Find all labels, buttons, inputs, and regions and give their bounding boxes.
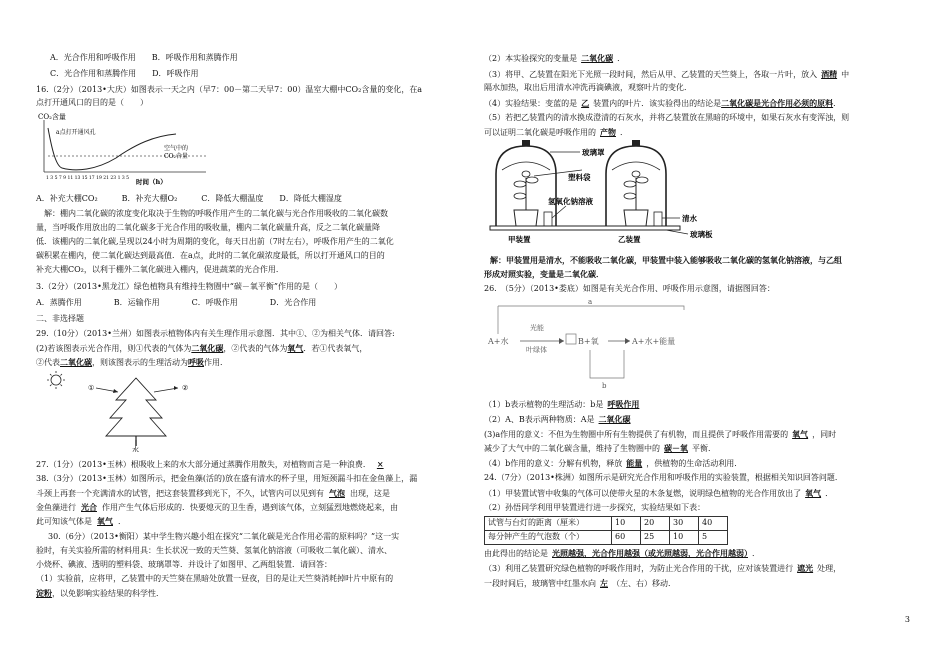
q30-3b: 隔水加热，取出后用清水冲洗再滴碘液，观察叶片的变化． [484,83,692,92]
fig16-note-a: a点打开通风孔 [56,129,96,136]
answer: 遮光 [797,563,814,573]
fig30-naoh-label: 氢氧化钠溶液 [548,197,593,206]
q30-line-5 [36,587,164,601]
q30-3 [484,68,849,82]
q30-2 [484,52,625,66]
answer: 淀粉 [36,588,52,598]
fig16-note-co2: CO₂含量 [164,153,188,160]
q38-line-3 [36,501,398,515]
text: （2）本实验探究的变量是 [484,54,578,63]
section-heading: 二、非选择题 [36,314,84,323]
co2-curve-figure [36,110,211,186]
tree-icon [106,378,166,436]
q30-5b [484,126,628,140]
q16-solution-1: 解：棚内二氧化碳的浓度变化取决于生物的呼吸作用产生的二氧化碳与光合作用吸收的二氧化碳数 [36,209,388,218]
text: 中 [841,70,850,79]
text: （1）甲装置试管中收集的气体可以使带火星的木条复燃，说明绿色植物的光合作用放出了 [484,489,802,498]
photo-resp-figure [484,300,724,392]
table-cell: 5 [699,530,728,544]
q24-3b [484,577,676,591]
answer: 产物 [600,127,616,137]
q26-3b [484,442,716,456]
fig16-ylabel: CO₂含量 [38,113,66,121]
answer: 呼吸作用 [607,399,640,409]
text: ． [752,549,760,558]
table-cell: 每分钟产生的气泡数（个） [485,530,612,544]
fig30-jia-label: 甲装置 [508,235,531,244]
text: ．若①代表氧气， [303,344,368,353]
q3-stem: 3.（2分）（2013•黑龙江）绿色植物具有维持生物圈中“碳－氧平衡”作用的是（ ） [36,282,342,291]
table-row [485,530,728,544]
text: 一段时间后，玻璃管中红墨水向 [484,579,596,588]
q16-solution-2: 量，当呼吸作用放出的二氧化碳多于光合作用的吸收量，棚内二氧化碳量升高，反之二氧化碳量降 [36,223,380,232]
plant-gas-svg [36,370,236,452]
answer: 二氧化碳 [581,53,614,63]
fig30-yi-label: 乙装置 [618,235,641,244]
answer: 左 [600,578,608,588]
text: 作用． [204,358,228,367]
fig30-water-label: 清水 [682,214,697,223]
q26-2 [484,413,635,427]
q30-line-4: （1）实验前，应将甲，乙装置中的天竺葵在黑暗处放置一昼夜，目的是让天竺葵消耗掉叶片中原有的 [36,574,394,583]
sun-icon [47,371,65,389]
text: ． [825,489,834,498]
table-cell: 10 [670,530,699,544]
q24-3 [484,562,841,576]
q38-line-2 [36,487,390,501]
fig26-right: A+水+能量 [632,337,676,346]
text: 处理， [817,564,842,573]
text: 此可知该气体是 [36,517,92,526]
q24-2: （2）孙悟同学利用甲装置进行进一步探究，实验结果如下表： [484,503,706,512]
answer: 二氧化碳 [598,414,631,424]
answer: 二氧化碳 [60,357,92,367]
text: ，则该图表示的生理活动为 [92,358,188,367]
q38-line-1: 38.（3分）（2013•玉林）如图所示，把金鱼藻(活的)放在盛有清水的杯子里，用短颈漏斗扣在金鱼藻上，漏 [36,474,418,483]
text: (3)a作用的意义：不但为生物圈中所有生物提供了有机物，而且提供了呼吸作用需要的 [484,430,789,439]
q16-stem-2: 点打开通风口的目的是（ ） [36,98,148,107]
q29-line-2 [36,356,228,370]
q29-line-1 [36,342,367,356]
table-cell: 60 [612,530,641,544]
text: ②代表 [36,358,60,367]
text: 金鱼藻进行 [36,503,76,512]
text: 斗颈上再套一个充满清水的试管，把这套装置移到光下，不久，试管内可以见到有 [36,489,324,498]
text: 作用产生气体后形成的．快要熄灭的卫生香，遇到该气体，立刻猛烈地燃烧起来，由 [102,503,398,512]
fig29-water: 水 [132,446,139,452]
q30-solution-1: 解：甲装置用是清水，不能吸收二氧化碳，甲装置中装入能够吸收二氧化碳的氢氧化钠溶液，与乙组 [490,255,842,265]
table-cell: 10 [612,517,641,531]
text: ． [833,99,842,108]
q30-5: （5）若把乙装置内的清水换成澄清的石灰水，并将乙装置放在黑暗的环境中，如果石灰水有变浑浊，则 [484,113,850,122]
photo-resp-svg [484,300,724,392]
q30-solution-2: 形成对照实验，变量是二氧化碳． [484,269,604,279]
q30-4 [484,97,841,111]
q27-line [36,458,390,472]
answer: 呼吸 [188,357,204,367]
fig30-plate-label: 玻璃板 [690,230,713,239]
fig30-bag-label: 塑料袋 [568,173,591,182]
text: 由此得出的结论是 [484,549,548,558]
q16-solution-5: 补充大棚CO₂，以利于棚外二氧化碳进入棚内，促进蔬菜的光合作用． [36,265,284,274]
fig29-circle-1: ① [88,384,95,392]
text: (2)若该图表示光合作用，则①代表的气体为 [36,344,192,353]
q16-solution-4: 碳积累在棚内，使二氧化碳达到最高值．在a点，此时的二氧化碳浓度最低，所以打开通风口的目的 [36,251,385,260]
text: ，同时 [812,430,837,439]
text: ，②代表的气体为 [223,344,288,353]
text: 平衡． [692,444,716,453]
q16-stem: 16.（2分）（2013•大庆）如图表示一天之内（早7：00－第二天早7：00）温室大棚中CO₂含量的变化，在a [36,85,423,94]
fig26-left: A+水 [488,337,509,346]
q24-1 [484,487,833,501]
answer: 气泡 [329,488,345,498]
table-cell: 试管与台灯的距离（厘米） [485,517,612,531]
q29-stem: 29.（10分）（2013•兰州）如图表示植物体内有关生理作用示意图．其中①、②为相关气体．请回答: [36,329,395,338]
text: （左、右）移动． [612,579,676,588]
text: （4）b作用的意义：分解有机物，释放 [484,459,623,468]
text: 装置内的叶片．该实验得出的结论是 [593,99,722,108]
answer: 能量 [626,458,643,468]
answer: 二氧化碳是光合作用必须的原料 [721,98,834,108]
bell-jar-figure [488,140,778,248]
q38-line-4 [36,515,126,529]
text: ． [620,128,628,137]
q24-conclusion [484,547,760,561]
fig16-note-air: 空气中的 [164,145,189,152]
table-row [485,517,728,531]
plant-jia-icon [514,171,538,210]
text: ． [617,54,626,63]
q30-line-1: 30.（6分）（2013•衡阳）某中学生物兴趣小组在探究“二氧化碳是光合作用必需的原料吗？”这一实 [48,532,400,541]
fig16-xlabel: 时间（h） [136,178,167,186]
fig26-mid: B+氧 [578,337,599,346]
text: ． [118,517,126,526]
plant-yi-icon [624,171,648,210]
text: ，以免影响实验结果的科学性． [52,589,164,598]
q30-line-2: 验时，有关实验所需的材料用具：生长状况一致的天竺葵、氢氧化钠溶液（可吸收二氧化碳）、清水、 [36,546,392,555]
answer: 二氧化碳 [191,343,224,353]
q30-line-3: 小烧杯、碘液、透明的塑料袋、玻璃罩等．并设计了如图甲、乙两组装置．请回答： [36,560,332,569]
text: （3）将甲、乙装置在阳光下光照一段时间，然后从甲、乙装置的天竺葵上，各取一片叶，放入 [484,70,818,79]
page-number: 3 [904,615,910,625]
table-cell: 40 [699,517,728,531]
fig26-a: a [588,300,593,306]
text: 出现，这是 [350,489,390,498]
text: 可以证明二氧化碳是呼吸作用的 [484,128,596,137]
answer: 氧气 [97,516,113,526]
distance-bubble-table [484,516,728,545]
text: （2）A、B表示两种物质：A是 [484,415,595,424]
text: （3）利用乙装置研究绿色植物的呼吸作用时，为防止光合作用的干扰，应对该装置进行 [484,564,794,573]
answer: × [376,459,384,469]
q16-solution-3: 低．该棚内的二氧化碳,呈现以24小时为周期的变化，每天日出前（7时左右），呼吸作用产生的二氧化 [36,237,394,246]
table-cell: 20 [641,517,670,531]
plant-gas-figure [36,370,236,452]
bell-jar-svg [488,140,778,248]
answer: 光照越强，光合作用越强（或光照越弱，光合作用越弱） [552,548,748,558]
table-cell: 25 [641,530,670,544]
fig16-xticks: 1 3 5 7 9 11 13 15 17 19 21 23 1 3 5 [46,176,130,181]
text: ，供植物的生命活动利用． [646,459,743,468]
fig26-top: 光能 [530,324,544,332]
table-cell: 30 [670,517,699,531]
q-options-2: C．光合作用和蒸腾作用 D．呼吸作用 [50,69,199,78]
answer: 光合 [81,502,97,512]
fig26-b: b [602,382,607,390]
q24-stem: 24.（7分）（2013•株洲）如图所示是研究光合作用和呼吸作用的实验装置，根据相关知识回答问题． [484,473,843,482]
text: （4）实验结果：变蓝的是 [484,99,578,108]
text: 27.（1分）（2013•玉林）根吸收上来的水大部分通过蒸腾作用散失，对植物而言是一种浪费． [36,460,371,469]
answer: 氧气 [287,343,304,353]
q26-stem: 26. （5分）（2013•娄底）如图是有关光合作用、呼吸作用示意图，请据图回答： [484,284,775,293]
q-options-1: A．光合作用和呼吸作用 B．呼吸作用和蒸腾作用 [50,53,238,62]
q26-4 [484,457,742,471]
answer: 乙 [581,98,590,108]
answer: 碳－氧 [664,443,688,453]
text: 减少了大气中的二氧化碳含量，维持了生物圈中的 [484,444,660,453]
text: （1）b表示植物的生理活动：b是 [484,400,604,409]
q3-options: A．蒸腾作用 B．运输作用 C．呼吸作用 D．光合作用 [36,298,317,307]
q26-1 [484,398,643,412]
answer: 酒精 [821,69,838,79]
fig26-bottom: 叶绿体 [526,346,547,354]
answer: 氧气 [792,429,809,439]
co2-curve-svg [36,110,211,186]
fig30-bell-label: 玻璃罩 [582,148,605,157]
q26-3 [484,428,836,442]
q16-options: A．补充大棚CO₂ B．补充大棚O₂ C．降低大棚温度 D．降低大棚湿度 [36,194,342,203]
answer: 氧气 [805,488,822,498]
fig29-circle-2: ② [182,384,189,392]
